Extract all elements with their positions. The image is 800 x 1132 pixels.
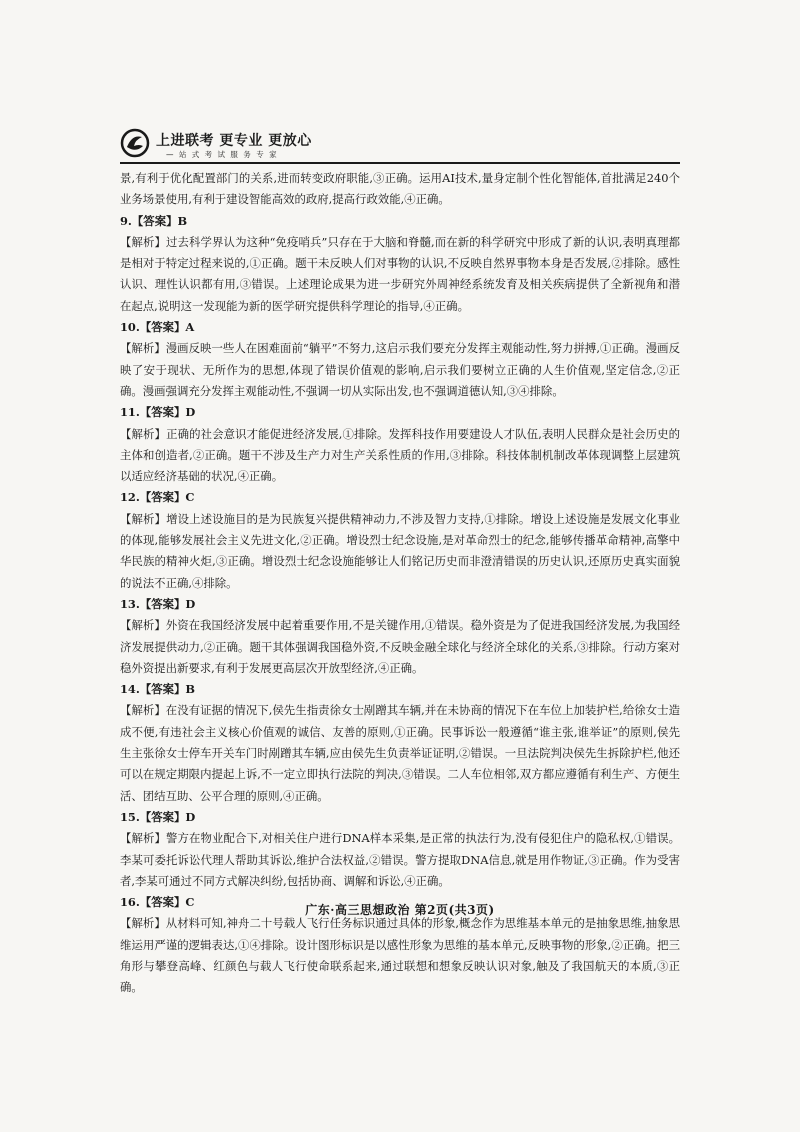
answer-label: 【答案】: [131, 213, 178, 228]
question-block: [120, 679, 680, 807]
answer-line: [120, 679, 680, 700]
answer-value: B: [185, 682, 196, 697]
question-block: [120, 807, 680, 892]
answer-line: [120, 211, 680, 232]
analysis-label: 【解析】: [120, 511, 167, 526]
answer-label: 【答案】: [139, 809, 186, 824]
header-slogan: 上进联考 更专业 更放心: [156, 133, 312, 149]
answer-label: 【答案】: [139, 682, 186, 697]
analysis-label: 【解析】: [120, 916, 166, 931]
analysis-paragraph: [120, 700, 680, 806]
answer-value: C: [185, 490, 195, 505]
logo-icon: [120, 128, 150, 158]
analysis-paragraph: [120, 615, 680, 679]
answer-line: [120, 807, 680, 828]
analysis-label: 【解析】: [120, 426, 167, 441]
answer-line: [120, 594, 680, 615]
analysis-paragraph: [120, 913, 680, 998]
question-number: 13.: [120, 596, 140, 611]
analysis-label: 【解析】: [120, 831, 167, 846]
question-block: [120, 594, 680, 679]
analysis-text: 漫画反映一些人在困难面前“躺平”不努力,这启示我们要充分发挥主观能动性,努力拼搏,①正确。漫画反映了安于现状、无所作为的思想,体现了错误价值观的影响,启示我们要树立正确的人生价值观,坚定信念,②正确。漫画强调充分发挥主观能动性,不强调一切从实际出发,也不强调道德认知,③④排除。: [120, 341, 680, 398]
question-number: 15.: [120, 809, 140, 824]
answer-value: B: [177, 213, 188, 228]
question-number: 11.: [120, 405, 140, 420]
question-number: 10.: [120, 320, 140, 335]
analysis-text: 警方在物业配合下,对相关住户进行DNA样本采集,是正常的执法行为,没有侵犯住户的隐私权,①错误。李某可委托诉讼代理人帮助其诉讼,维护合法权益,②错误。警方提取DNA信息,就是用作物证,③正确。作为受害者,李某可通过不同方式解决纠纷,包括协商、调解和诉讼,④正确。: [120, 831, 680, 888]
question-block: [120, 317, 680, 402]
analysis-label: 【解析】: [120, 341, 166, 356]
answer-line: [120, 402, 680, 423]
analysis-label: 【解析】: [120, 703, 166, 718]
answer-label: 【答案】: [139, 320, 186, 335]
question-block: [120, 487, 680, 593]
answer-value: D: [185, 809, 196, 824]
answer-value: D: [185, 405, 196, 420]
answer-value: C: [185, 895, 195, 910]
analysis-text: 过去科学界认为这种“免疫哨兵”只存在于大脑和脊髓,而在新的科学研究中形成了新的认识,表明真理都是相对于特定过程来说的,①正确。题干未反映人们对事物的认识,不反映自然界事物本身是否发展,②排除。感性认识、理性认识都有用,③错误。上述理论成果为进一步研究外周神经系统发育及相关疾病提供了全新视角和潜在起点,说明这一发现能为新的医学研究提供科学理论的指导,④正确。: [120, 234, 680, 313]
analysis-paragraph: [120, 424, 680, 488]
question-list: [120, 211, 680, 999]
question-number: 16.: [120, 895, 140, 910]
header-tagline: — 站 式 考 试 服 务 专 家: [166, 150, 279, 159]
header-divider: [120, 162, 680, 164]
analysis-text: 增设上述设施目的是为民族复兴提供精神动力,不涉及智力支持,①排除。增设上述设施是发展文化事业的体现,能够发展社会主义先进文化,②正确。增设烈士纪念设施,是对革命烈士的纪念,能够传播革命精神,高擎中华民族的精神火炬,③正确。增设烈士纪念设施能够让人们铭记历史而非澄清错误的历史认识,还原历史真实面貌的说法不正确,④排除。: [120, 511, 680, 590]
analysis-label: 【解析】: [120, 618, 166, 633]
question-number: 9.: [120, 213, 132, 228]
answer-value: D: [185, 596, 196, 611]
page-footer: 广东·高三思想政治 第2页(共3页): [305, 903, 495, 917]
answer-label: 【答案】: [139, 596, 186, 611]
question-block: [120, 211, 680, 317]
analysis-paragraph: [120, 828, 680, 892]
analysis-text: 在没有证据的情况下,侯先生指责徐女士剐蹭其车辆,并在未协商的情况下在车位上加装护栏,给徐女士造成不便,有违社会主义核心价值观的诚信、友善的原则,①正确。民事诉讼一般遵循“谁主张,谁举证”的原则,侯先生主张徐女士停车开关车门时剐蹭其车辆,应由侯先生负责举证证明,②错误。一旦法院判决侯先生拆除护栏,他还可以在规定期限内提起上诉,不一定立即执行法院的判决,③错误。二人车位相邻,双方都应遵循有利生产、方便生活、团结互助、公平合理的原则,④正确。: [120, 703, 680, 803]
answer-line: [120, 317, 680, 338]
analysis-paragraph: [120, 338, 680, 402]
analysis-text: 从材料可知,神舟二十号载人飞行任务标识通过具体的形象,概念作为思维基本单元的是抽象思维,抽象思维运用严谨的逻辑表达,①④排除。设计图形标识是以感性形象为思维的基本单元,反映事物的形象,②正确。把三角形与攀登高峰、红颜色与载人飞行使命联系起来,通过联想和想象反映认识对象,触及了我国航天的本质,③正确。: [120, 916, 680, 995]
answer-line: [120, 487, 680, 508]
analysis-text: 外资在我国经济发展中起着重要作用,不是关键作用,①错误。稳外资是为了促进我国经济发展,为我国经济发展提供动力,②正确。题干其体强调我国稳外资,不反映金融全球化与经济全球化的关系,③排除。行动方案对稳外资提出新要求,有利于发展更高层次开放型经济,④正确。: [120, 618, 680, 675]
analysis-paragraph: [120, 232, 680, 317]
answer-label: 【答案】: [139, 405, 186, 420]
page-header: [120, 128, 680, 164]
question-number: 12.: [120, 490, 140, 505]
question-block: [120, 402, 680, 487]
answer-value: A: [185, 320, 195, 335]
analysis-paragraph: [120, 509, 680, 594]
question-number: 14.: [120, 682, 140, 697]
answer-label: 【答案】: [139, 895, 186, 910]
answer-label: 【答案】: [139, 490, 186, 505]
answer-content: [120, 168, 680, 999]
analysis-text: 正确的社会意识才能促进经济发展,①排除。发挥科技作用要建设人才队伍,表明人民群众是社会历史的主体和创造者,②正确。题干不涉及生产力对生产关系性质的作用,③排除。科技体制机制改革体现调整上层建筑以适应经济基础的状况,④正确。: [120, 426, 680, 484]
analysis-label: 【解析】: [120, 234, 167, 249]
continuation-paragraph: 景,有利于优化配置部门的关系,进而转变政府职能,③正确。运用AI技术,量身定制个性化智能体,首批满足240个业务场景使用,有利于建设智能高效的政府,提高行政效能,④正确。: [120, 171, 680, 207]
